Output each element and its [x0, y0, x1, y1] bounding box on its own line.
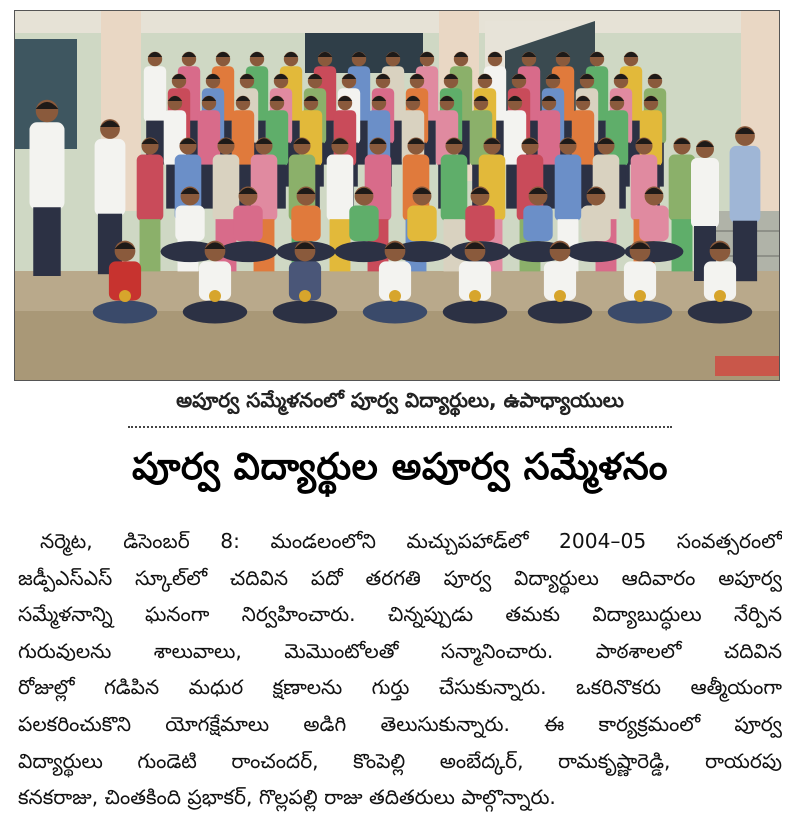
body-line: రోజుల్లో గడిపిన మధుర క్షణాలను గుర్తు చేసుకున్నారు. ఒకరినొకరు ఆత్మీయంగా	[18, 675, 782, 700]
group-photo-icon	[15, 11, 779, 380]
body-line: జడ్పీఎస్‌ఎస్ స్కూల్‌లో చదివిన పదో తరగతి పూర్వ విద్యార్థులు ఆదివారం అపూర్వ	[18, 565, 782, 590]
body-line: పలకరించుకొని యోగక్షేమాలు అడిగి తెలుసుకున్నారు. ఈ కార్యక్రమంలో పూర్వ	[18, 711, 782, 736]
group-photo	[14, 10, 780, 381]
body-line: గురువులను శాలువాలు, మెమొంటోలతో సన్మానించారు. పాఠశాలలో చదివిన	[18, 638, 782, 663]
body-line: సమ్మేళనాన్ని ఘనంగా నిర్వహించారు. చిన్నప్పుడు తమకు విద్యాబుద్ధులు నేర్పిన	[18, 602, 782, 627]
photo-caption: అపూర్వ సమ్మేళనంలో పూర్వ విద్యార్థులు, ఉపాధ్యాయులు	[176, 388, 624, 412]
body-line: నర్మెట, డిసెంబర్ 8: మండలంలోని మచ్చుపహాడ్‌లో 2004–05 సంవత్సరంలో	[40, 529, 782, 553]
article-body	[18, 523, 782, 816]
caption-divider	[128, 426, 672, 428]
body-line: విద్యార్థులు గుండెటి రాంచందర్, కొంపెల్లి అంబేద్కర్, రామకృష్ణారెడ్డి, రాయరపు	[18, 748, 782, 773]
article-headline: పూర్వ విద్యార్థుల అపూర్వ సమ్మేళనం	[131, 445, 668, 488]
body-line: కనకరాజు, చింతకింది ప్రభాకర్, గొల్లపల్లి రాజు తదితరులు పాల్గొన్నారు.	[18, 785, 556, 810]
